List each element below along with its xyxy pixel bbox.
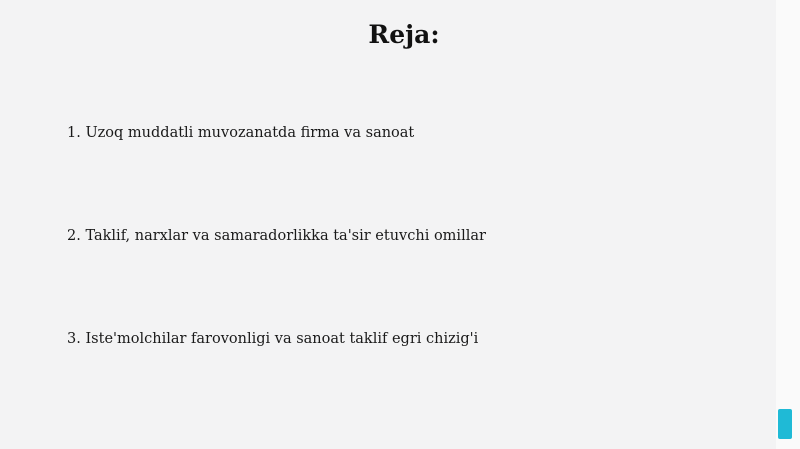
vertical-scrollbar[interactable] xyxy=(776,0,800,449)
plan-item-2: 2. Taklif, narxlar va samaradorlikka ta'sir etuvchi omillar xyxy=(67,228,486,244)
scrollbar-thumb[interactable] xyxy=(778,409,792,439)
plan-item-3: 3. Iste'molchilar farovonligi va sanoat taklif egri chizig'i xyxy=(67,331,479,347)
plan-item-1: 1. Uzoq muddatli muvozanatda firma va sanoat xyxy=(67,125,415,141)
slide-title: Reja: xyxy=(368,20,440,49)
